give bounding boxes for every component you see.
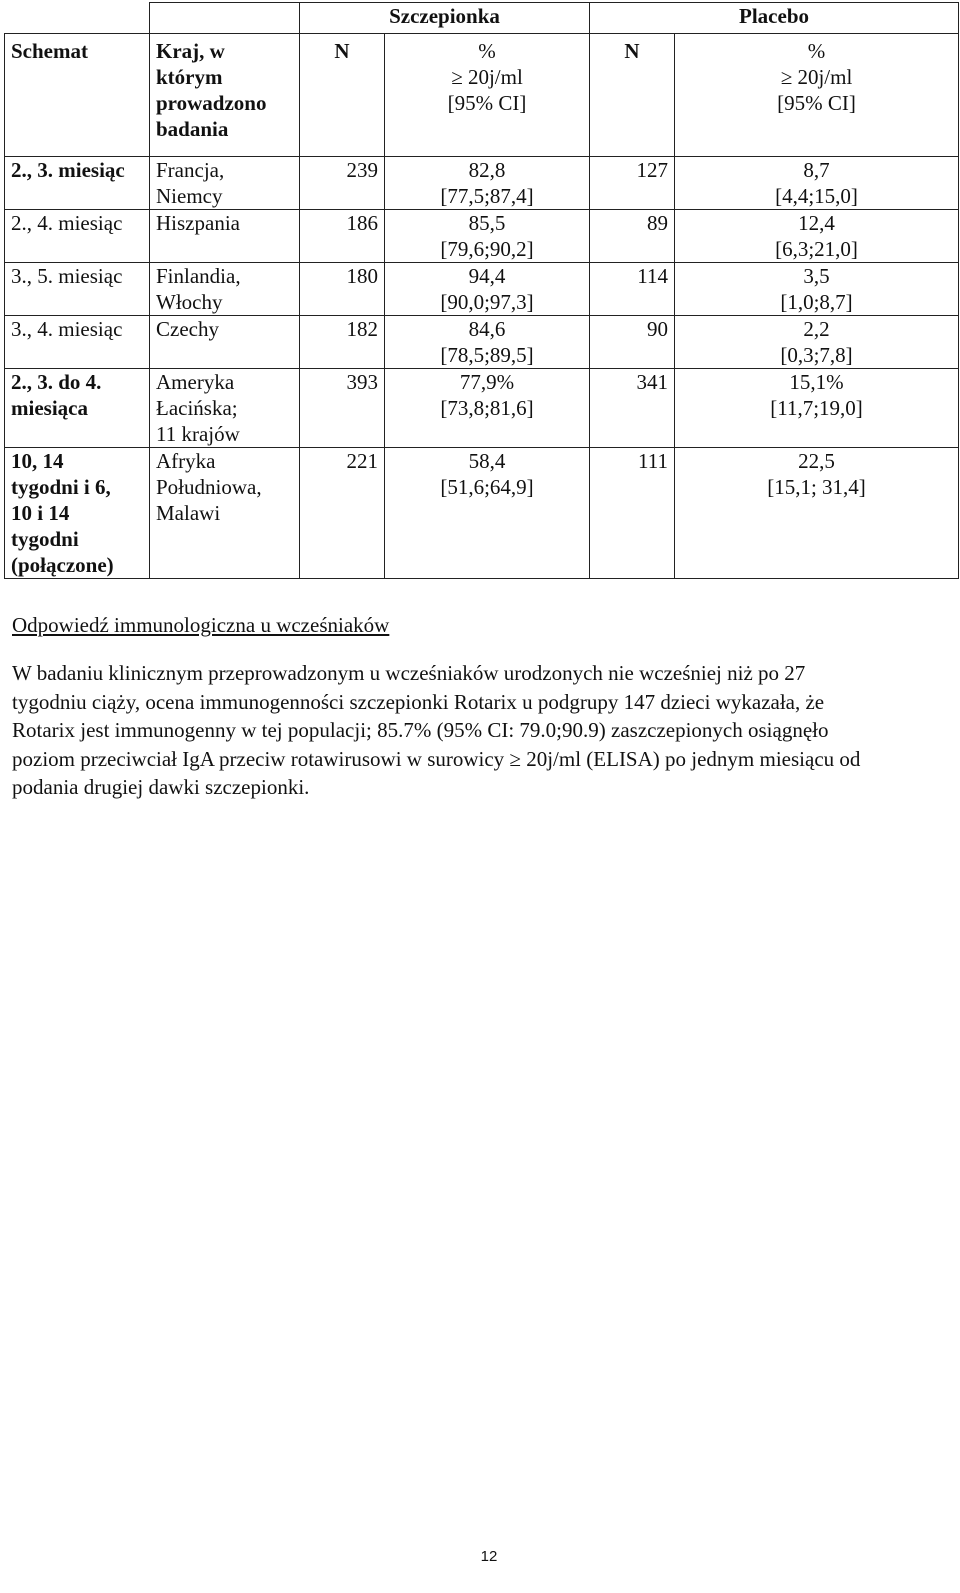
body-paragraph: W badaniu klinicznym przeprowadzonym u wcześniaków urodzonych nie wcześniej niż po 27 tygodniu ciąży, ocena immunogenności szczepionki Rotarix u podgrupy 147 dzieci wykazała, że Rotarix jest immunogenny w tej populacji; 85.7% (95% CI: 79.0;90.9) zaszczepionych osiągnęło poziom przeciwciał IgA przeciw rotawirusowi w surowicy ≥ 20j/ml (ELISA) po jednym miesiącu od podania drugiej dawki szczepionki. [12,661,861,800]
vaccine-pct-cell: 82,8 [77,5;87,4] [385,157,590,210]
schema-cell: 3., 4. miesiąc [5,316,150,369]
section-title: Odpowiedź immunologiczna u wcześniaków [12,613,390,637]
vaccine-n-cell: 221 [300,448,385,579]
table-row [5,316,959,369]
placebo-pct-cell: 8,7 [4,4;15,0] [675,157,959,210]
vaccine-pct-cell: 94,4 [90,0;97,3] [385,263,590,316]
table-row [5,157,959,210]
vaccine-n-cell: 186 [300,210,385,263]
placebo-n-cell: 341 [590,369,675,448]
placebo-n-header: N [590,34,675,157]
schema-cell: 3., 5. miesiąc [5,263,150,316]
page-number: 12 [480,1548,498,1565]
vaccine-pct-cell: 77,9% [73,8;81,6] [385,369,590,448]
placebo-pct-cell: 15,1% [11,7;19,0] [675,369,959,448]
vaccine-pct-cell: 84,6 [78,5;89,5] [385,316,590,369]
placebo-pct-cell: 12,4 [6,3;21,0] [675,210,959,263]
vaccine-n-header: N [300,34,385,157]
country-cell: Finlandia, Włochy [150,263,300,316]
vaccine-n-cell: 180 [300,263,385,316]
country-cell: Francja, Niemcy [150,157,300,210]
schema-cell: 2., 4. miesiąc [5,210,150,263]
country-cell: Hiszpania [150,210,300,263]
schema-cell: 10, 14 tygodni i 6, 10 i 14 tygodni (połączone) [5,448,150,579]
placebo-n-cell: 114 [590,263,675,316]
table-group-header-row [5,3,959,34]
schema-header: Schemat [5,34,150,157]
placebo-pct-cell: 22,5 [15,1; 31,4] [675,448,959,579]
table-row [5,369,959,448]
schema-cell: 2., 3. do 4. miesiąca [5,369,150,448]
placebo-pct-cell: 3,5 [1,0;8,7] [675,263,959,316]
table-row [5,448,959,579]
country-cell: Ameryka Łacińska; 11 krajów [150,369,300,448]
country-header: Kraj, w którym prowadzono badania [150,34,300,157]
placebo-pct-cell: 2,2 [0,3;7,8] [675,316,959,369]
vaccine-pct-cell: 85,5 [79,6;90,2] [385,210,590,263]
placebo-n-cell: 89 [590,210,675,263]
vaccine-pct-header: % ≥ 20j/ml [95% CI] [385,34,590,157]
placebo-n-cell: 127 [590,157,675,210]
schema-cell: 2., 3. miesiąc [5,157,150,210]
country-cell: Afryka Południowa, Malawi [150,448,300,579]
placebo-n-cell: 90 [590,316,675,369]
empty-corner-cell [5,3,150,34]
vaccine-n-cell: 239 [300,157,385,210]
placebo-n-cell: 111 [590,448,675,579]
vaccine-n-cell: 182 [300,316,385,369]
vaccine-group-header: Szczepionka [300,3,590,34]
table-column-header-row [5,34,959,157]
vaccine-pct-cell: 58,4 [51,6;64,9] [385,448,590,579]
country-cell: Czechy [150,316,300,369]
table-row [5,263,959,316]
placebo-group-header: Placebo [590,3,959,34]
placebo-pct-header: % ≥ 20j/ml [95% CI] [675,34,959,157]
table-row [5,210,959,263]
empty-corner-cell [150,3,300,34]
table-body [5,157,959,579]
vaccine-n-cell: 393 [300,369,385,448]
results-table [4,2,959,579]
